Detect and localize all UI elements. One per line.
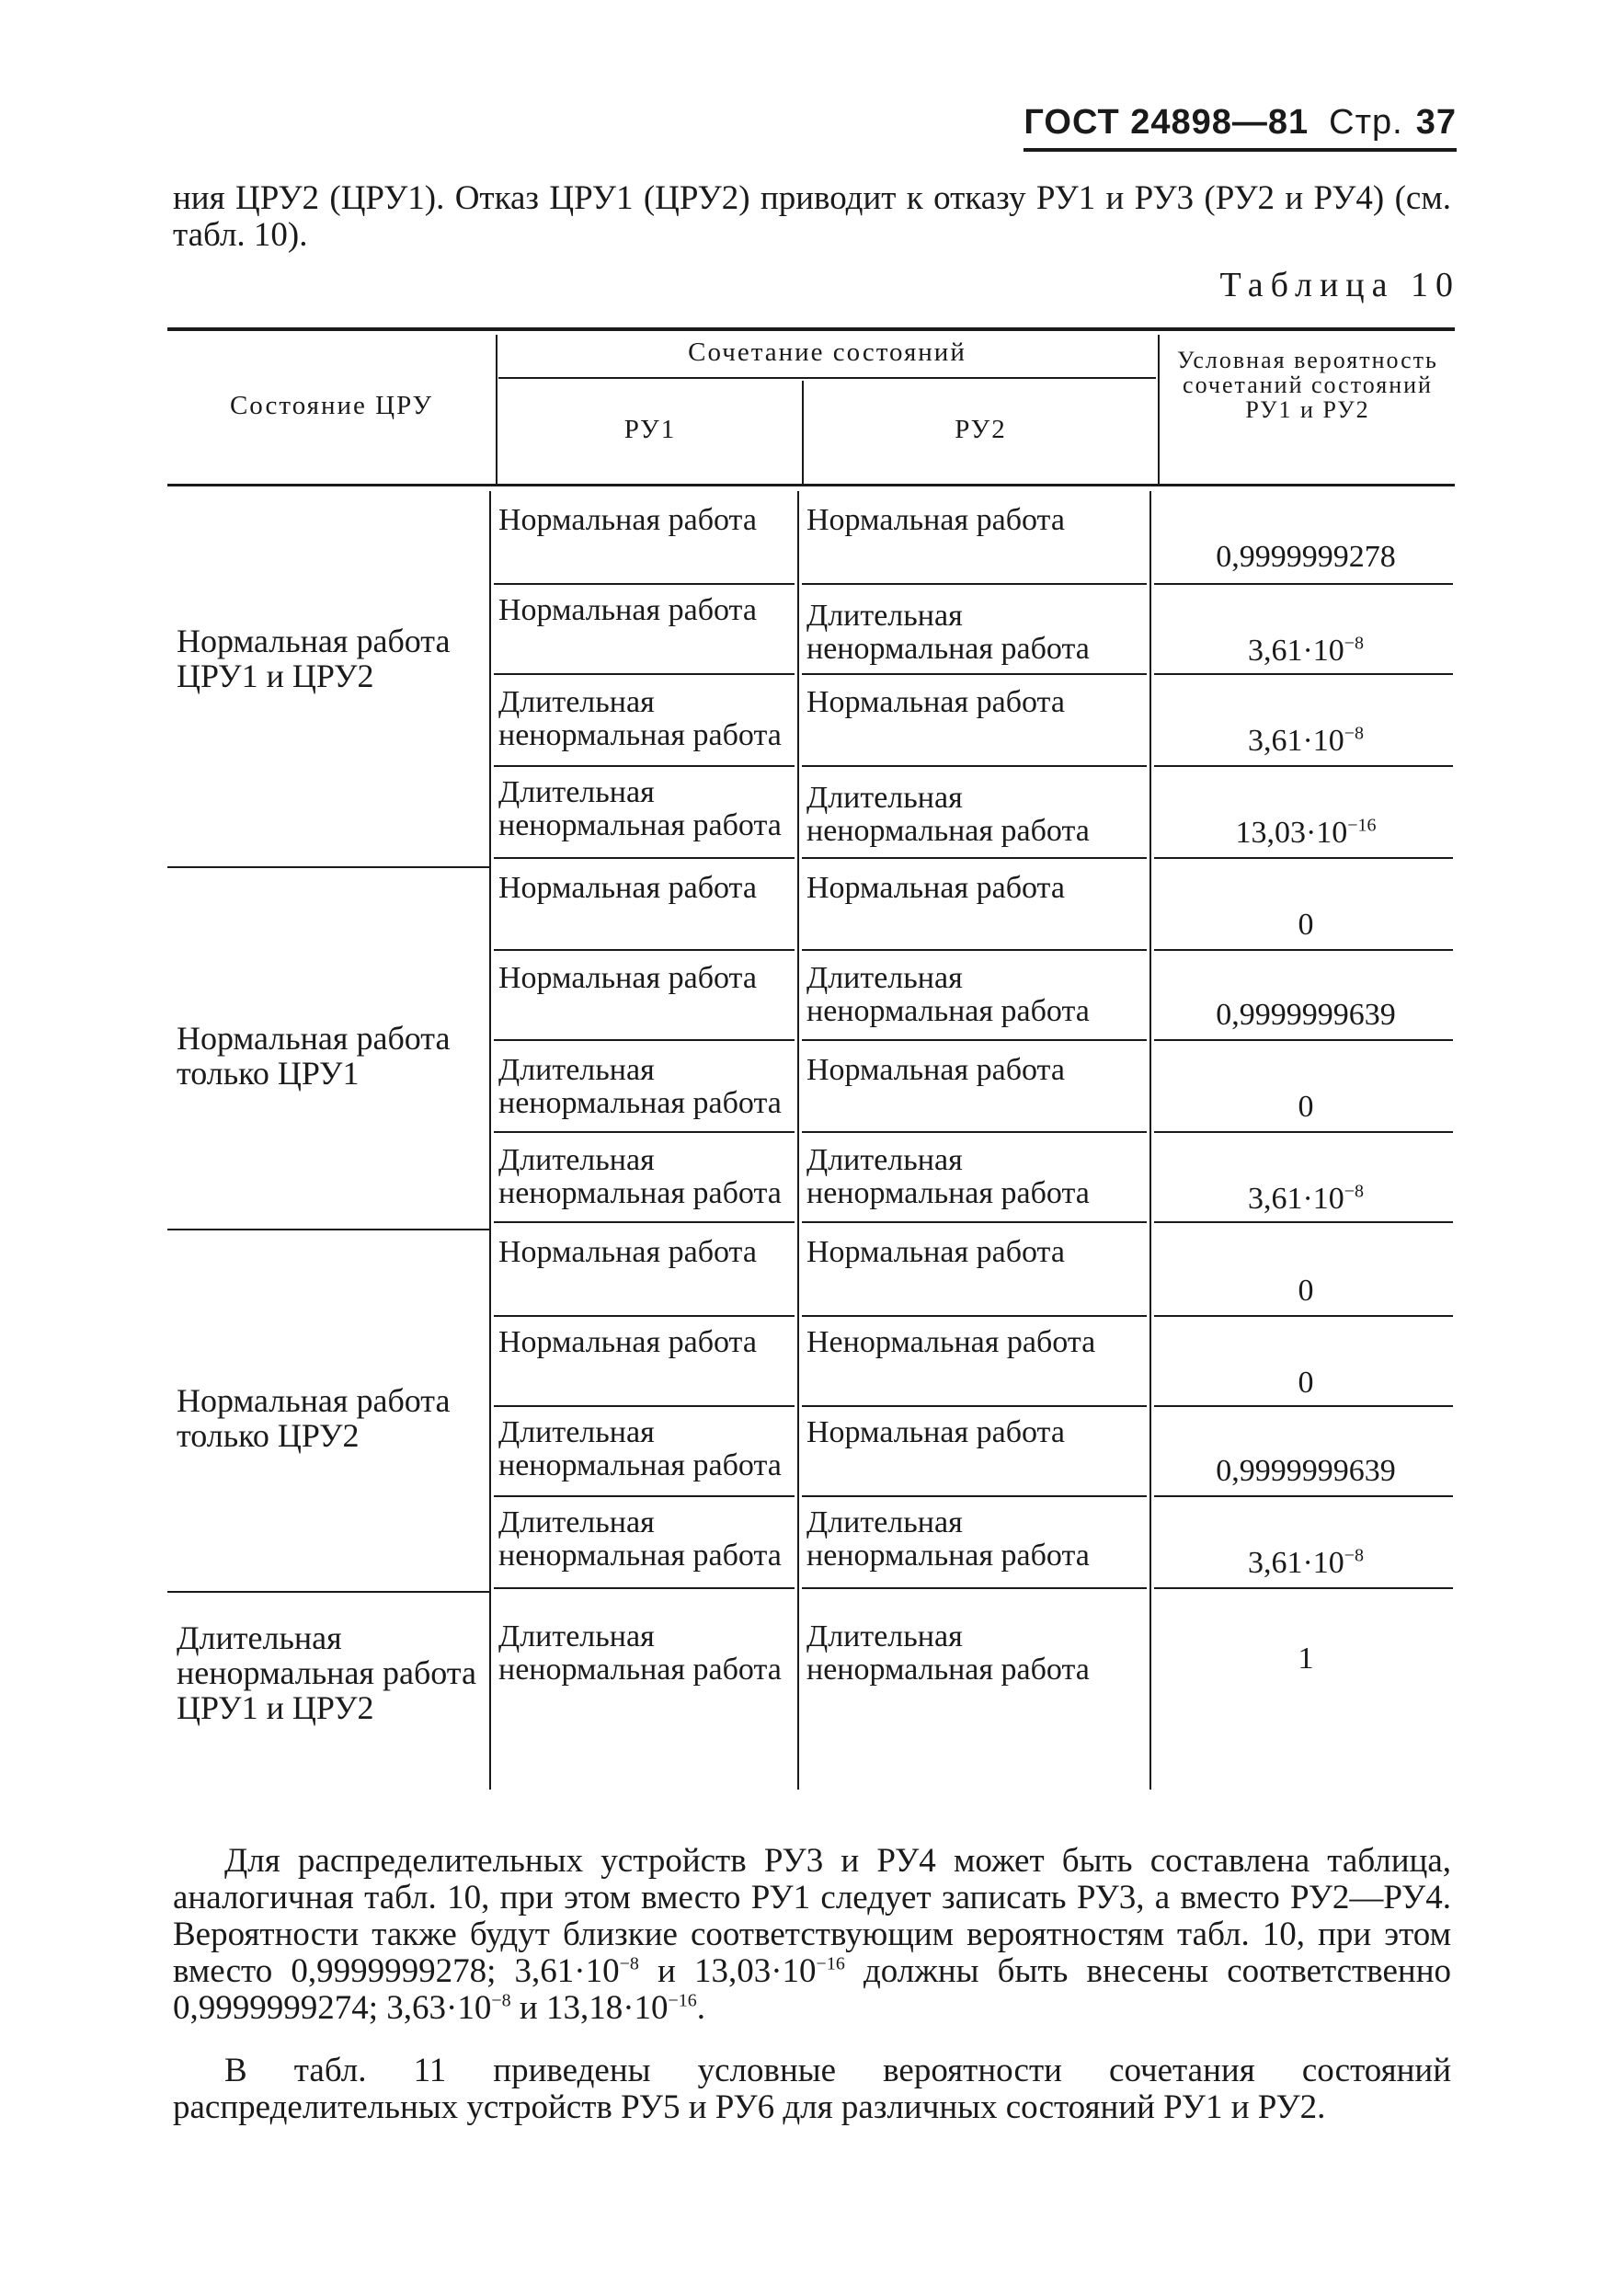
header-state: Состояние ЦРУ xyxy=(229,391,434,420)
header-vline-1 xyxy=(496,335,497,484)
g1-r3-ru2: Нормальная работа xyxy=(806,685,1065,719)
g1-r4-ru2: Длительная ненормальная работа xyxy=(806,781,1090,848)
row-rule xyxy=(494,1405,795,1407)
row-rule xyxy=(1154,765,1453,767)
body-vline-1 xyxy=(489,491,491,1790)
row-rule xyxy=(1154,1131,1453,1133)
row-rule xyxy=(802,1131,1147,1133)
row-rule xyxy=(1154,1405,1453,1407)
row-rule xyxy=(802,1315,1147,1317)
standard-number: ГОСТ 24898—81 xyxy=(1024,103,1309,142)
probability-table xyxy=(167,327,1455,1790)
state-group-1: Нормальная работа ЦРУ1 и ЦРУ2 xyxy=(177,623,451,694)
row-rule xyxy=(1154,673,1453,675)
header-probability: Условная вероятность сочетаний состояний РУ1 и РУ2 xyxy=(1177,347,1438,423)
g1-r2-p-exp: −8 xyxy=(1344,633,1365,654)
g2-r2-ru1: Нормальная работа xyxy=(498,961,757,995)
state-group-2: Нормальная работа только ЦРУ1 xyxy=(177,1020,451,1092)
g2-r1-ru2: Нормальная работа xyxy=(806,871,1065,905)
header-subrule xyxy=(498,377,1156,379)
g4-r1-ru2: Длительная ненормальная работа xyxy=(806,1619,1090,1687)
g4-r1-ru1: Длительная ненормальная работа xyxy=(498,1619,782,1687)
g3-r4-p-exp: −8 xyxy=(1344,1545,1365,1566)
row-rule xyxy=(1154,1039,1453,1041)
outro-paragraph-1 xyxy=(173,1843,1451,2027)
row-rule xyxy=(494,1039,795,1041)
outro-p1-sup-4: −16 xyxy=(668,1990,697,2011)
row-rule xyxy=(1154,1587,1453,1589)
g2-r4-ru2: Длительная ненормальная работа xyxy=(806,1143,1090,1210)
intro-paragraph: ния ЦРУ2 (ЦРУ1). Отказ ЦРУ1 (ЦРУ2) приводит к отказу РУ1 и РУ3 (РУ2 и РУ4) (см. табл. 10). xyxy=(173,179,1451,254)
g1-r3-p xyxy=(1159,725,1453,758)
table-caption: Таблица 10 xyxy=(1219,266,1460,304)
row-rule xyxy=(1154,583,1453,585)
g1-r2-p-base: 3,61·10 xyxy=(1247,634,1344,668)
g3-r4-p xyxy=(1159,1547,1453,1580)
g3-r3-ru2: Нормальная работа xyxy=(806,1415,1065,1449)
row-rule xyxy=(1154,1495,1453,1497)
outro-p1-part-b: и 13,03·10 xyxy=(638,1952,817,1990)
g1-r4-p-base: 13,03·10 xyxy=(1235,816,1348,850)
g2-r1-ru1: Нормальная работа xyxy=(498,871,757,905)
row-rule xyxy=(1154,949,1453,951)
row-rule xyxy=(494,949,795,951)
row-rule xyxy=(802,1221,1147,1223)
g3-r2-p: 0 xyxy=(1298,1366,1314,1400)
g2-r4-ru1: Длительная ненормальная работа xyxy=(498,1143,782,1210)
g1-r2-p xyxy=(1159,635,1453,668)
row-rule xyxy=(1154,1315,1453,1317)
g3-r1-ru1: Нормальная работа xyxy=(498,1235,757,1269)
g3-r4-p-base: 3,61·10 xyxy=(1247,1546,1344,1580)
row-rule xyxy=(802,1405,1147,1407)
g1-r3-ru1: Длительная ненормальная работа xyxy=(498,685,782,752)
g2-r3-ru1: Длительная ненормальная работа xyxy=(498,1053,782,1120)
row-rule xyxy=(802,765,1147,767)
g3-r4-ru2: Длительная ненормальная работа xyxy=(806,1505,1090,1573)
page-number: 37 xyxy=(1415,103,1457,142)
header-combination: Сочетание состояний xyxy=(688,337,966,367)
g1-r4-p-exp: −16 xyxy=(1347,815,1377,836)
header-vline-3 xyxy=(1158,335,1160,484)
running-header xyxy=(1024,103,1457,152)
row-rule xyxy=(802,673,1147,675)
header-bottom-rule xyxy=(167,484,1455,486)
g1-r3-p-base: 3,61·10 xyxy=(1247,724,1344,758)
row-rule xyxy=(802,949,1147,951)
row-rule xyxy=(494,1495,795,1497)
row-rule xyxy=(802,857,1147,859)
g2-r4-p-base: 3,61·10 xyxy=(1247,1182,1344,1216)
row-rule xyxy=(494,673,795,675)
row-rule xyxy=(802,1587,1147,1589)
g2-r3-ru2: Нормальная работа xyxy=(806,1053,1065,1087)
g3-r3-p: 0,9999999639 xyxy=(1216,1454,1396,1488)
row-rule xyxy=(1154,857,1453,859)
g3-r1-ru2: Нормальная работа xyxy=(806,1235,1065,1269)
g1-r1-p: 0,9999999278 xyxy=(1216,540,1396,574)
g3-r4-ru1: Длительная ненормальная работа xyxy=(498,1505,782,1573)
row-rule xyxy=(494,765,795,767)
g2-r4-p xyxy=(1159,1183,1453,1216)
g2-r3-p: 0 xyxy=(1298,1090,1314,1124)
g1-r1-ru2: Нормальная работа xyxy=(806,503,1065,537)
g3-r1-p: 0 xyxy=(1298,1274,1314,1308)
g1-r1-ru1: Нормальная работа xyxy=(498,503,757,537)
g1-r2-ru1: Нормальная работа xyxy=(498,593,757,627)
row-rule xyxy=(802,1039,1147,1041)
row-rule xyxy=(494,1587,795,1589)
page-label: Стр. xyxy=(1329,103,1403,142)
group-separator-2 xyxy=(167,1229,491,1230)
g4-r1-p: 1 xyxy=(1298,1642,1314,1676)
g2-r2-ru2: Длительная ненормальная работа xyxy=(806,961,1090,1028)
group-separator-3 xyxy=(167,1591,491,1593)
row-rule xyxy=(494,1221,795,1223)
outro-p1-part-d: и 13,18·10 xyxy=(510,1989,669,2027)
outro-paragraph-2: В табл. 11 приведены условные вероятности сочетания состояний распределительных устройств РУ5 и РУ6 для различных состояний РУ1 и РУ2. xyxy=(173,2052,1451,2126)
outro-p1-part-a: Для распределительных устройств РУ3 и РУ4 может быть составлена таблица, аналогичная табл. 10, при этом вместо РУ1 следует записать РУ3, а вместо РУ2—РУ4. Вероятности также будут близкие соответствующим вероятностям табл. 10, при этом вместо 0,9999999278; 3,61·10 xyxy=(173,1842,1451,1990)
row-rule xyxy=(494,583,795,585)
row-rule xyxy=(494,1315,795,1317)
table-top-rule xyxy=(167,327,1455,331)
g1-r4-ru1: Длительная ненормальная работа xyxy=(498,775,782,842)
outro-p1-sup-2: −16 xyxy=(816,1953,845,1974)
g3-r2-ru1: Нормальная работа xyxy=(498,1325,757,1359)
g1-r4-p xyxy=(1159,817,1453,850)
state-group-4: Длительная ненормальная работа ЦРУ1 и ЦРУ2 xyxy=(177,1619,476,1726)
body-vline-2 xyxy=(797,491,799,1790)
row-rule xyxy=(802,583,1147,585)
outro-p1-part-e: . xyxy=(696,1989,706,2027)
g3-r2-ru2: Ненормальная работа xyxy=(806,1325,1096,1359)
g2-r1-p: 0 xyxy=(1298,908,1314,942)
header-ru2: РУ2 xyxy=(955,415,1007,444)
group-separator-1 xyxy=(167,866,491,868)
outro-p1-part-c: должны быть внесены соответственно 0,9999999274; 3,63·10 xyxy=(173,1952,1451,2027)
g1-r2-ru2: Длительная ненормальная работа xyxy=(806,599,1090,666)
state-group-3: Нормальная работа только ЦРУ2 xyxy=(177,1382,451,1454)
row-rule xyxy=(494,857,795,859)
body-vline-3 xyxy=(1149,491,1151,1790)
g3-r3-ru1: Длительная ненормальная работа xyxy=(498,1415,782,1482)
row-rule xyxy=(1154,1221,1453,1223)
outro-p1-sup-1: −8 xyxy=(619,1953,639,1974)
g2-r4-p-exp: −8 xyxy=(1344,1181,1365,1202)
g2-r2-p: 0,9999999639 xyxy=(1216,998,1396,1032)
row-rule xyxy=(494,1131,795,1133)
row-rule xyxy=(802,1495,1147,1497)
outro-p1-sup-3: −8 xyxy=(491,1990,511,2011)
header-ru1: РУ1 xyxy=(623,415,677,444)
g1-r3-p-exp: −8 xyxy=(1344,723,1365,744)
